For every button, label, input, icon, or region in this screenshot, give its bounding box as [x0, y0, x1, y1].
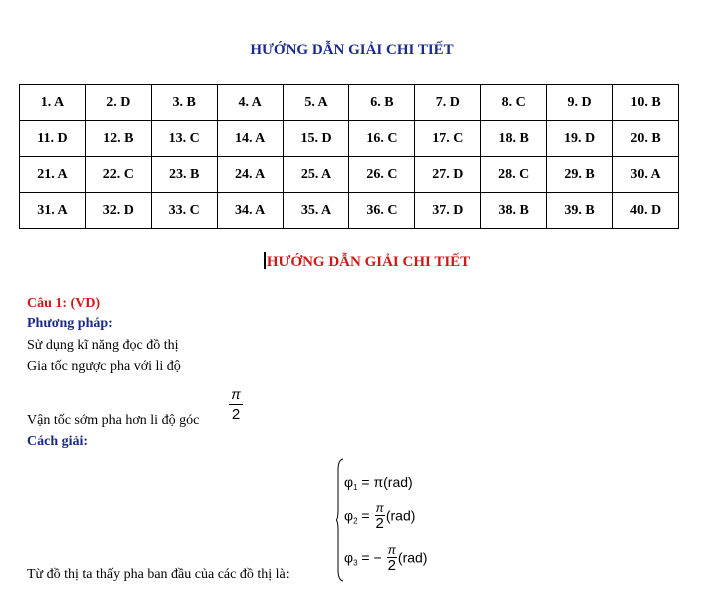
answer-cell: 35. A [283, 193, 349, 229]
method-line-1: Sử dụng kĩ năng đọc đồ thị [27, 338, 179, 353]
answer-cell: 37. D [415, 193, 481, 229]
answer-cell: 15. D [283, 121, 349, 157]
equation-1: $\varphi_1 = \pi(rad)$ [344, 474, 413, 492]
answer-table [19, 84, 679, 229]
equation-2-fraction: $\frac{\pi}{2}$ [375, 501, 384, 532]
answer-cell: 18. B [481, 121, 547, 157]
equation-3: $\varphi_3$ = − $\frac{\pi}{2}$ (rad) [344, 543, 428, 574]
answer-cell: 25. A [283, 157, 349, 193]
answer-cell: 38. B [481, 193, 547, 229]
answer-row [20, 121, 679, 157]
answer-cell: 16. C [349, 121, 415, 157]
answer-cell: 5. A [283, 85, 349, 121]
heading-main [0, 252, 704, 271]
answer-cell: 11. D [20, 121, 86, 157]
velocity-frac-num: π [231, 386, 241, 402]
answer-cell: 27. D [415, 157, 481, 193]
answer-cell: 29. B [547, 157, 613, 193]
conclusion-text: Từ đồ thị ta thấy pha ban đầu của các đồ thị là: [27, 567, 290, 582]
heading-main-text: HƯỚNG DẪN GIẢI CHI TIẾT [266, 254, 471, 270]
velocity-text: Vận tốc sớm pha hơn li độ góc [27, 413, 200, 428]
method-line-2: Gia tốc ngược pha với li độ [27, 359, 181, 374]
answer-cell: 4. A [217, 85, 283, 121]
answer-cell: 26. C [349, 157, 415, 193]
answer-cell: 23. B [151, 157, 217, 193]
answer-cell: 10. B [613, 85, 679, 121]
answer-cell: 17. C [415, 121, 481, 157]
answer-cell: 13. C [151, 121, 217, 157]
text-cursor [264, 252, 266, 269]
answer-cell: 32. D [85, 193, 151, 229]
answer-cell: 19. D [547, 121, 613, 157]
answer-row [20, 85, 679, 121]
answer-cell: 7. D [415, 85, 481, 121]
answer-cell: 6. B [349, 85, 415, 121]
equation-2: $\varphi_2$ = $\frac{\pi}{2}$ (rad) [344, 501, 416, 532]
answer-cell: 36. C [349, 193, 415, 229]
answer-cell: 8. C [481, 85, 547, 121]
answer-cell: 21. A [20, 157, 86, 193]
answer-cell: 39. B [547, 193, 613, 229]
answer-cell: 22. C [85, 157, 151, 193]
answer-cell: 1. A [20, 85, 86, 121]
answer-cell: 30. A [613, 157, 679, 193]
heading-top: HƯỚNG DẪN GIẢI CHI TIẾT [250, 42, 454, 58]
answer-cell: 3. B [151, 85, 217, 121]
velocity-frac-den: 2 [231, 406, 241, 423]
answer-cell: 14. A [217, 121, 283, 157]
question-label: Câu 1: (VD) [27, 296, 101, 311]
left-brace [336, 458, 344, 582]
answer-cell: 20. B [613, 121, 679, 157]
equation-system [336, 458, 456, 582]
answer-row [20, 157, 679, 193]
method-label: Phương pháp: [27, 316, 113, 331]
solution-label: Cách giải: [27, 434, 89, 449]
answer-cell: 34. A [217, 193, 283, 229]
answer-cell: 33. C [151, 193, 217, 229]
answer-cell: 9. D [547, 85, 613, 121]
answer-cell: 40. D [613, 193, 679, 229]
velocity-fraction [229, 386, 243, 423]
equation-3-fraction: $\frac{\pi}{2}$ [387, 543, 396, 574]
answer-cell: 31. A [20, 193, 86, 229]
fraction-bar [229, 404, 243, 405]
answer-cell: 24. A [217, 157, 283, 193]
answer-row [20, 193, 679, 229]
answer-cell: 12. B [85, 121, 151, 157]
answer-cell: 2. D [85, 85, 151, 121]
answer-cell: 28. C [481, 157, 547, 193]
